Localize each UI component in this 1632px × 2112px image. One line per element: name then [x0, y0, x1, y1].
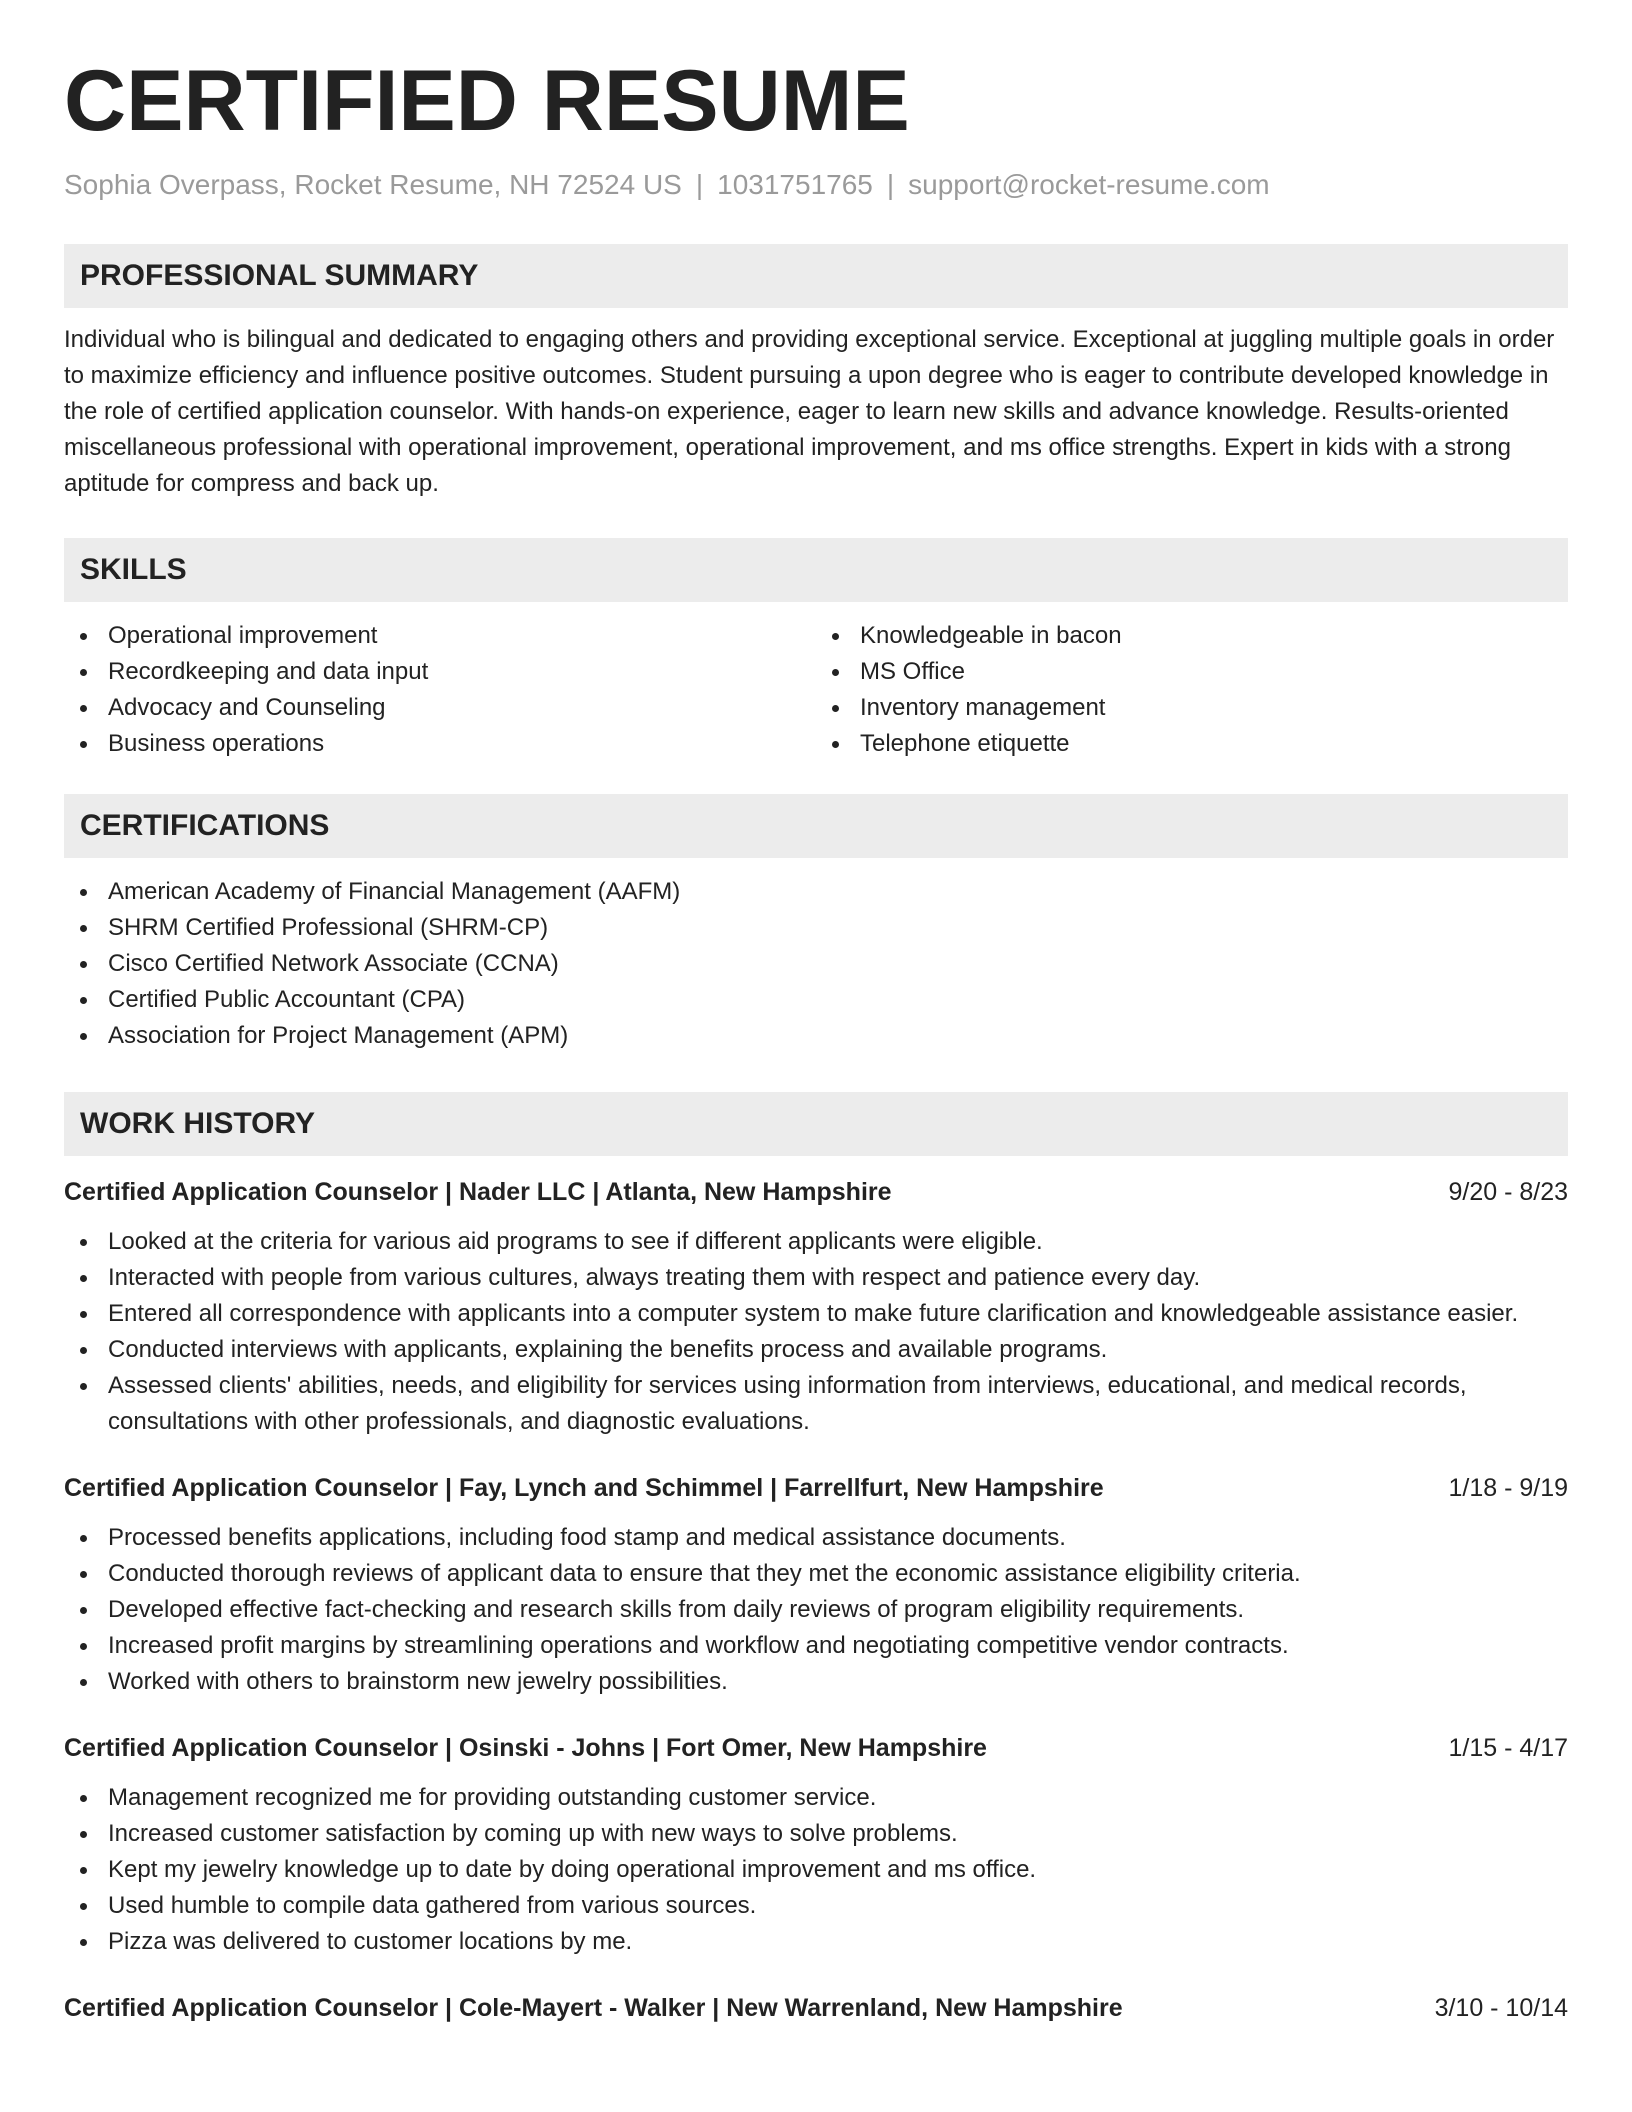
- job-duty: Kept my jewelry knowledge up to date by doing operational improvement and ms office.: [64, 1852, 1568, 1888]
- summary-section: [64, 244, 1568, 502]
- job-duty: Processed benefits applications, including food stamp and medical assistance documents.: [64, 1520, 1568, 1556]
- skills-column-left: [64, 602, 816, 762]
- certifications-section: [64, 794, 1568, 1054]
- skill-item: Recordkeeping and data input: [64, 654, 816, 690]
- job-duty: Developed effective fact-checking and research skills from daily reviews of program eligibility requirements.: [64, 1592, 1568, 1628]
- contact-email[interactable]: support@rocket-resume.com: [908, 169, 1270, 200]
- summary-heading: PROFESSIONAL SUMMARY: [64, 244, 1568, 308]
- job-dates: 1/15 - 4/17: [1448, 1733, 1568, 1762]
- job-duty: Entered all correspondence with applicants into a computer system to make future clarification and knowledgeable assistance easier.: [64, 1296, 1568, 1332]
- job-duty: Conducted thorough reviews of applicant data to ensure that they met the economic assistance eligibility criteria.: [64, 1556, 1568, 1592]
- job-duty: Assessed clients' abilities, needs, and eligibility for services using information from interviews, educational, and medical records, consultations with other professionals, and diagnostic evaluations.: [64, 1368, 1568, 1440]
- certification-item: American Academy of Financial Management (AAFM): [64, 874, 1568, 910]
- job-title: Certified Application Counselor | Nader LLC | Atlanta, New Hampshire: [64, 1177, 892, 1206]
- job-duties: [64, 1780, 1568, 1960]
- certifications-list: [64, 874, 1568, 1054]
- summary-text: Individual who is bilingual and dedicated to engaging others and providing exceptional service. Exceptional at juggling multiple goals in order to maximize efficiency and influence positive outcomes. Student pursuing a upon degree who is eager to contribute developed knowledge in the role of certified application counselor. With hands-on experience, eager to learn new skills and advance knowledge. Results-oriented miscellaneous professional with operational improvement, operational improvement, and ms office strengths. Expert in kids with a strong aptitude for compress and back up.: [64, 325, 1555, 497]
- job-entry: [64, 1990, 1568, 2026]
- contact-phone: 1031751765: [717, 169, 873, 200]
- job-header: [64, 1730, 1568, 1766]
- job-title: Certified Application Counselor | Fay, Lynch and Schimmel | Farrellfurt, New Hampshire: [64, 1473, 1104, 1502]
- work-history-section: [64, 1092, 1568, 2026]
- job-duties: [64, 1224, 1568, 1440]
- skill-item: Operational improvement: [64, 618, 816, 654]
- skills-section: [64, 538, 1568, 762]
- job-header: [64, 1470, 1568, 1506]
- job-entry: [64, 1174, 1568, 1440]
- skills-heading: SKILLS: [64, 538, 1568, 602]
- skill-item: Knowledgeable in bacon: [816, 618, 1568, 654]
- job-title: Certified Application Counselor | Cole-Mayert - Walker | New Warrenland, New Hampshire: [64, 1993, 1123, 2022]
- work-history-heading: WORK HISTORY: [64, 1092, 1568, 1156]
- skills-list-left: [64, 618, 816, 762]
- job-duty: Management recognized me for providing outstanding customer service.: [64, 1780, 1568, 1816]
- skills-column-right: [816, 602, 1568, 762]
- job-title: Certified Application Counselor | Osinski - Johns | Fort Omer, New Hampshire: [64, 1733, 987, 1762]
- certification-item: Cisco Certified Network Associate (CCNA): [64, 946, 1568, 982]
- job-duty: Used humble to compile data gathered from various sources.: [64, 1888, 1568, 1924]
- contact-address: Sophia Overpass, Rocket Resume, NH 72524 US: [64, 169, 682, 200]
- job-duties: [64, 1520, 1568, 1700]
- job-dates: 3/10 - 10/14: [1434, 1993, 1568, 2022]
- skills-grid: [64, 602, 1568, 762]
- skill-item: Advocacy and Counseling: [64, 690, 816, 726]
- contact-line: [64, 168, 1568, 202]
- job-entry: [64, 1470, 1568, 1700]
- job-header: [64, 1174, 1568, 1210]
- job-duty: Interacted with people from various cultures, always treating them with respect and patience every day.: [64, 1260, 1568, 1296]
- skill-item: MS Office: [816, 654, 1568, 690]
- certifications-heading: CERTIFICATIONS: [64, 794, 1568, 858]
- certification-item: Certified Public Accountant (CPA): [64, 982, 1568, 1018]
- skills-list-right: [816, 618, 1568, 762]
- job-dates: 1/18 - 9/19: [1448, 1473, 1568, 1502]
- job-duty: Pizza was delivered to customer locations by me.: [64, 1924, 1568, 1960]
- skill-item: Telephone etiquette: [816, 726, 1568, 762]
- job-duty: Looked at the criteria for various aid programs to see if different applicants were eligible.: [64, 1224, 1568, 1260]
- contact-separator: |: [695, 169, 704, 200]
- skill-item: Inventory management: [816, 690, 1568, 726]
- job-duty: Worked with others to brainstorm new jewelry possibilities.: [64, 1664, 1568, 1700]
- job-duty: Increased customer satisfaction by coming up with new ways to solve problems.: [64, 1816, 1568, 1852]
- certification-item: Association for Project Management (APM): [64, 1018, 1568, 1054]
- job-header: [64, 1990, 1568, 2026]
- job-entry: [64, 1730, 1568, 1960]
- resume-title: CERTIFIED RESUME: [64, 53, 910, 149]
- contact-separator: |: [886, 169, 895, 200]
- certification-item: SHRM Certified Professional (SHRM-CP): [64, 910, 1568, 946]
- job-duty: Increased profit margins by streamlining operations and workflow and negotiating competitive vendor contracts.: [64, 1628, 1568, 1664]
- job-dates: 9/20 - 8/23: [1448, 1177, 1568, 1206]
- skill-item: Business operations: [64, 726, 816, 762]
- job-duty: Conducted interviews with applicants, explaining the benefits process and available programs.: [64, 1332, 1568, 1368]
